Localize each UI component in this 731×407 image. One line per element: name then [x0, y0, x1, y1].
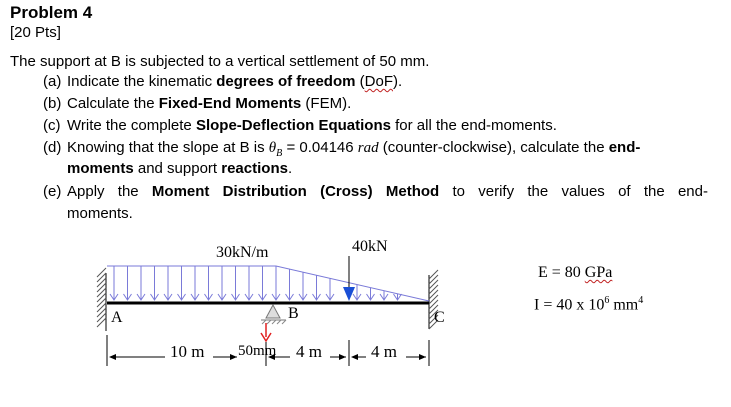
load-arrow [272, 266, 280, 300]
hatch-line [429, 300, 438, 309]
question-e-cont: moments. [67, 205, 133, 222]
modulus-label: E = 80 GPa [538, 264, 613, 281]
problem-intro: The support at B is subjected to a vertical settlement of 50 mm. [10, 53, 430, 70]
hatch-line [97, 293, 106, 302]
load-arrow [218, 266, 226, 300]
problem-title: Problem 4 [10, 3, 93, 22]
udl-label: 30kN/m [216, 244, 269, 261]
point-load-label: 40kN [352, 238, 388, 255]
hatch-line [429, 270, 438, 279]
load-arrow [299, 272, 307, 300]
distributed-load [107, 266, 429, 301]
dimension-ab-label: 10 m [170, 342, 205, 361]
question-d-cont: moments and support reactions. [67, 160, 293, 177]
hatch-line [97, 313, 106, 322]
load-arrow [259, 266, 267, 300]
question-a: (a) Indicate the kinematic degrees of freedom (DoF). [43, 73, 403, 90]
fixed-support-a [97, 268, 106, 331]
hatch-line [97, 283, 106, 292]
hatch-line [97, 273, 106, 282]
load-arrow [367, 288, 375, 300]
pin-support-b [261, 305, 286, 324]
question-e: (e) Apply the Moment Distribution (Cross) Method to verify the values of the end- [43, 183, 708, 200]
load-arrow [326, 278, 334, 300]
load-arrow [110, 266, 118, 300]
problem-points: [20 Pts] [10, 24, 61, 41]
hatch-line [429, 285, 438, 294]
node-a-label: A [111, 309, 123, 326]
load-arrow [164, 266, 172, 300]
hatch-line [97, 278, 106, 287]
question-c: (c) Write the complete Slope-Deflection Equations for all the end-moments. [43, 117, 557, 134]
hatch-line [429, 295, 438, 304]
load-arrow [124, 266, 132, 300]
load-arrow [286, 269, 294, 300]
load-arrow [137, 266, 145, 300]
hatch-line [429, 290, 438, 299]
question-b: (b) Calculate the Fixed-End Moments (FEM). [43, 95, 352, 112]
hatch-line [97, 268, 106, 277]
load-arrow [353, 285, 361, 300]
node-c-label: C [434, 309, 445, 326]
settlement-arrow [261, 323, 271, 341]
hatch-line [97, 298, 106, 307]
load-arrow [232, 266, 240, 300]
hatch-line [97, 308, 106, 317]
hatch-line [429, 275, 438, 284]
load-arrow [245, 266, 253, 300]
dimension-b-load-label: 4 m [296, 342, 322, 361]
load-arrow [205, 266, 213, 300]
hatch-line [97, 288, 106, 297]
load-arrow [191, 266, 199, 300]
hatch-line [97, 303, 106, 312]
load-arrow [151, 266, 159, 300]
hatch-line [429, 280, 438, 289]
hatch-line [97, 318, 106, 327]
settlement-label: 50mm [238, 343, 277, 359]
node-b-label: B [288, 305, 299, 322]
inertia-label: I = 40 x $10^6$ $mm^4$ [534, 295, 644, 314]
question-d: (d) Knowing that the slope at B is $\theta_B = 0.04146$ rad (counter-clockwise), calculate the end- [43, 139, 641, 159]
dimension-load-c-label: 4 m [371, 342, 397, 361]
load-arrow [380, 291, 388, 300]
load-arrow [178, 266, 186, 300]
load-arrow [313, 275, 321, 300]
